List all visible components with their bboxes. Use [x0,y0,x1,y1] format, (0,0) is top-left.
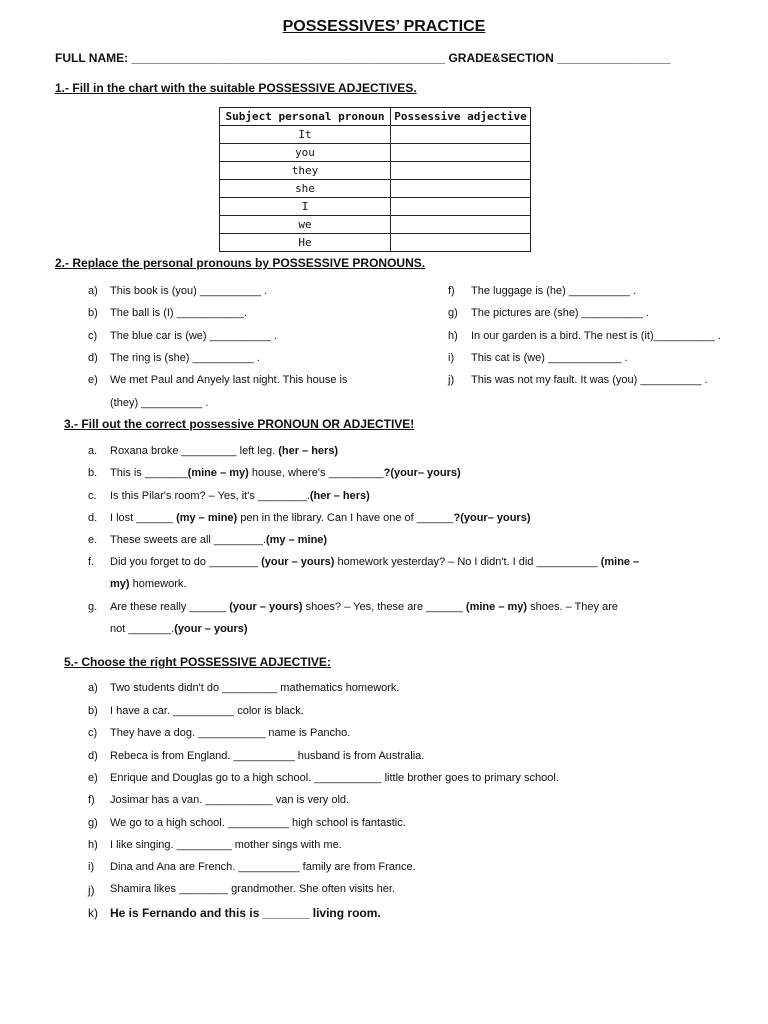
exercise-item: This was not my fault. It was (you) __________ . [471,374,708,386]
exercise-item: Dina and Ana are French. __________ family are from France. [110,861,416,873]
exercise-item: The ball is (I) ___________. [110,307,247,319]
item-label: a) [88,682,98,694]
section-2-heading [55,256,425,270]
item-label: f. [88,556,95,568]
exercise-item: Two students didn't do _________ mathematics homework. [110,682,400,694]
section-1-number: 1.- [55,81,70,95]
exercise-item: Are these really ______ (your – yours) shoes? – Yes, these are ______ (mine – my) shoes. – They are [110,601,618,613]
item-label: d) [88,352,98,364]
table-cell-pronoun: she [220,180,391,198]
section-3-heading: 3.- Fill out the correct possessive PRONOUN OR ADJECTIVE! [64,417,415,431]
exercise-item: This is _______(mine – my) house, where's _________?(your– yours) [110,467,461,479]
item-label: e) [88,374,98,386]
exercise-item: The luggage is (he) __________ . [471,285,637,297]
exercise-item: Did you forget to do ________ (your – yours) homework yesterday? – No I didn't. I did __________ (mine – [110,556,640,568]
item-label: b. [88,467,98,479]
name-grade-line: FULL NAME: _______________________________________________ GRADE&SECTION _________________ [55,51,671,65]
item-label: e. [88,534,98,546]
pronoun-table [219,107,531,252]
item-label: g) [88,817,98,829]
exercise-item: I lost ______ (my – mine) pen in the library. Can I have one of ______?(your– yours) [110,512,531,524]
item-label: j) [88,883,95,897]
answer-cell[interactable] [391,126,531,144]
section-5-heading: 5.- Choose the right POSSESSIVE ADJECTIVE: [64,655,331,669]
item-label: a) [88,285,98,297]
answer-cell[interactable] [391,162,531,180]
item-label: i) [88,861,95,873]
item-label: d. [88,512,98,524]
exercise-item: They have a dog. ___________ name is Pancho. [110,727,351,739]
table-cell-pronoun: they [220,162,391,180]
exercise-item: Shamira likes ________ grandmother. She often visits her. [110,883,395,895]
table-cell-pronoun: He [220,234,391,252]
section-1-heading [55,81,417,95]
item-label: h) [448,330,458,342]
exercise-item: The pictures are (she) __________ . [471,307,649,319]
exercise-item: Rebeca is from England. __________ husband is from Australia. [110,750,425,762]
item-label: e) [88,772,98,784]
exercise-item: Enrique and Douglas go to a high school. ___________ little brother goes to primary school. [110,772,559,784]
page-title: POSSESSIVES’ PRACTICE [282,18,486,35]
exercise-item: This cat is (we) ____________ . [471,352,628,364]
exercise-item: The blue car is (we) __________ . [110,330,277,342]
section-2-title: Replace the personal pronouns by POSSESSIVE PRONOUNS. [72,256,426,270]
exercise-item: He is Fernando and this is _______ living room. [110,906,381,920]
item-label: a. [88,445,98,457]
item-label: i) [448,352,455,364]
exercise-item: In our garden is a bird. The nest is (it)__________ . [471,330,721,342]
exercise-item: Roxana broke _________ left leg. (her – hers) [110,445,339,457]
answer-cell[interactable] [391,234,531,252]
answer-cell[interactable] [391,144,531,162]
table-cell-pronoun: I [220,198,391,216]
exercise-item: This book is (you) __________ . [110,285,268,297]
item-label: g) [448,307,458,319]
exercise-item: I have a car. __________ color is black. [110,705,304,717]
exercise-item: These sweets are all ________.(my – mine) [110,534,328,546]
item-label: c) [88,727,98,739]
item-label: f) [448,285,455,297]
exercise-item-continued: not _______.(your – yours) [110,623,248,635]
item-label: c) [88,330,98,342]
item-label: k) [88,906,98,920]
table-cell-pronoun: It [220,126,391,144]
answer-cell[interactable] [391,198,531,216]
item-label: j) [448,374,455,386]
section-1-title: Fill in the chart with the suitable POSSESSIVE ADJECTIVES. [72,81,417,95]
exercise-item-continued: my) homework. [110,578,187,590]
exercise-item: We met Paul and Anyely last night. This house is [110,374,348,386]
answer-cell[interactable] [391,216,531,234]
item-label: d) [88,750,98,762]
exercise-item: We go to a high school. __________ high school is fantastic. [110,817,406,829]
table-header-subject: Subject personal pronoun [220,108,391,126]
table-header-possessive: Possessive adjective [391,108,531,126]
exercise-item: Is this Pilar's room? – Yes, it's ________.(her – hers) [110,490,370,502]
table-cell-pronoun: we [220,216,391,234]
item-label: c. [88,490,97,502]
exercise-item: The ring is (she) __________ . [110,352,260,364]
answer-cell[interactable] [391,180,531,198]
exercise-item-continued: (they) __________ . [110,397,209,409]
exercise-item: Josimar has a van. ___________ van is very old. [110,794,350,806]
item-label: g. [88,601,98,613]
section-2-number: 2.- [55,256,70,270]
table-cell-pronoun: you [220,144,391,162]
item-label: b) [88,705,98,717]
item-label: f) [88,794,95,806]
item-label: b) [88,307,98,319]
exercise-item: I like singing. _________ mother sings with me. [110,839,342,851]
item-label: h) [88,839,98,851]
